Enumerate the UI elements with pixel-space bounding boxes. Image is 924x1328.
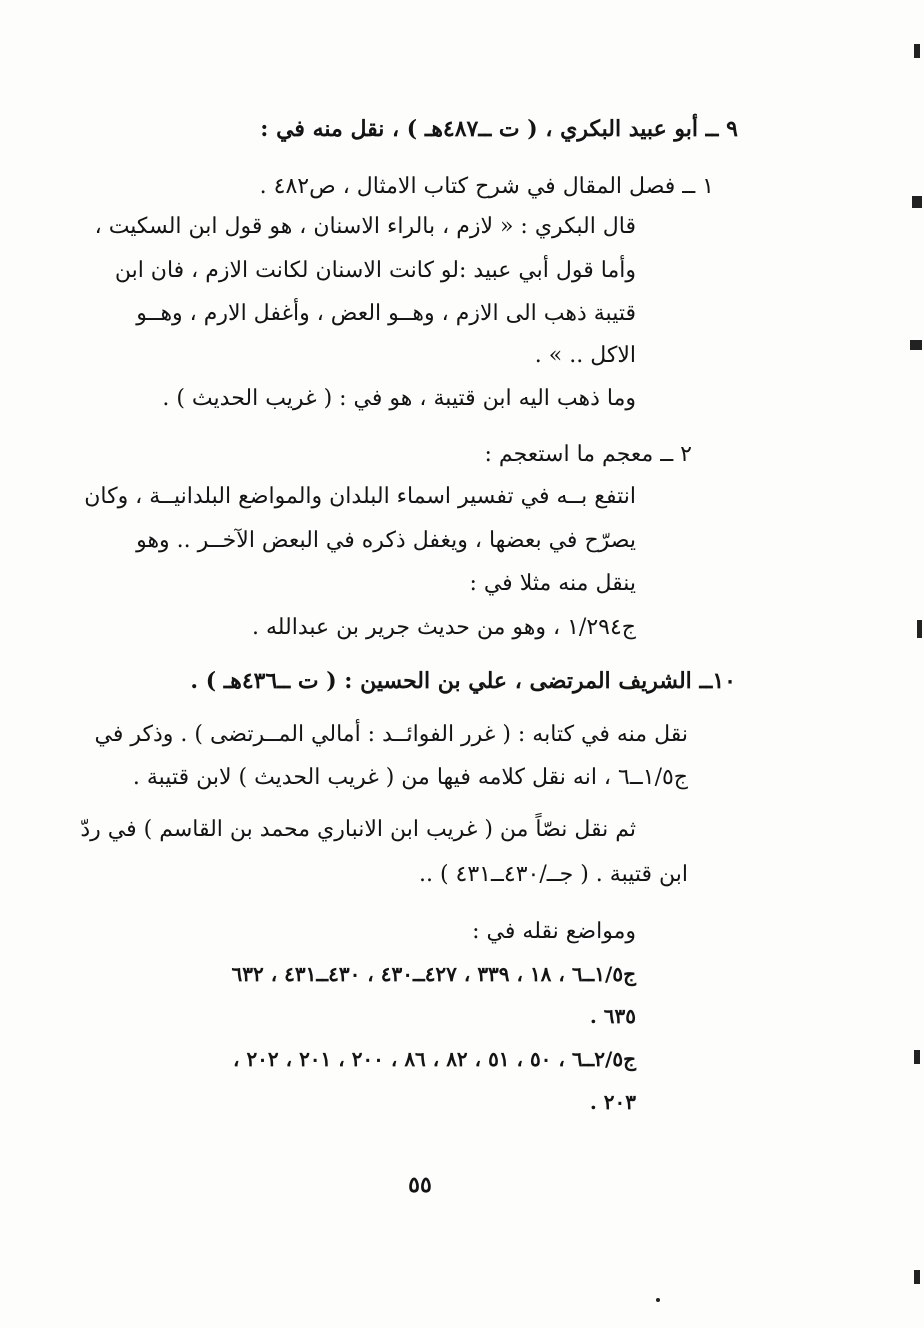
paragraph-6-line-3: ٦٣٥ . [589,1004,636,1028]
paragraph-3-line-4: ج١/٢٩٤ ، وهو من حديث جرير بن عبدالله . [251,615,636,640]
paragraph-6-line-4: ج٢/٥ــ٦ ، ٥٠ ، ٥١ ، ٨٢ ، ٨٦ ، ٢٠٠ ، ٢٠١ ، ٢٠٢ ، [233,1047,636,1071]
subsection-1-heading: ١ ــ فصل المقال في شرح كتاب الامثال ، ص٤٨٢ . [259,174,714,199]
paragraph-1-line-3: قتيبة ذهب الى الازم ، وهــو العض ، وأغفل الارم ، وهــو [136,301,636,326]
scan-mark [656,1298,660,1302]
paragraph-1-line-4: الاكل .. » . [534,343,636,368]
paragraph-5-line-2: ابن قتيبة . ( جــ/٤٣٠ــ٤٣١ ) .. [418,862,688,887]
paragraph-3-line-2: يصرّح في بعضها ، ويغفل ذكره في البعض الآخــر .. وهو [136,528,636,553]
scan-mark [914,1050,920,1064]
page-number: ٥٥ [408,1172,432,1198]
paragraph-1-line-2: وأما قول أبي عبيد :لو كانت الاسنان لكانت الازم ، فان ابن [114,258,636,283]
entry-10-heading: ١٠ــ الشريف المرتضى ، علي بن الحسين : ( ت ــ٤٣٦هـ ) . [190,668,736,694]
paragraph-5-line-1: ثم نقل نصّاً من ( غريب ابن الانباري محمد بن القاسم ) في ردّ [80,817,636,842]
scan-mark [914,1270,920,1284]
subsection-2-heading: ٢ ــ معجم ما استعجم : [484,442,692,467]
paragraph-4-line-2: ج١/٥ــ٦ ، انه نقل كلامه فيها من ( غريب الحديث ) لابن قتيبة . [132,765,688,790]
paragraph-4-line-1: نقل منه في كتابه : ( غرر الفوائــد : أمالي المــرتضى ) . وذكر في [94,722,688,747]
paragraph-1-line-1: قال البكري : « لازم ، بالراء الاسنان ، هو قول ابن السكيت ، [94,214,636,239]
entry-9-heading: ٩ ــ أبو عبيد البكري ، ( ت ــ٤٨٧هـ ) ، نقل منه في : [260,116,738,142]
paragraph-6-line-1: ومواضع نقله في : [472,919,636,944]
paragraph-6-line-5: ٢٠٣ . [589,1090,636,1114]
scan-mark [914,44,920,58]
paragraph-3-line-1: انتفع بــه في تفسير اسماء البلدان والمواضع البلدانيــة ، وكان [84,484,636,509]
paragraph-6-line-2: ج١/٥ــ٦ ، ١٨ ، ٣٣٩ ، ٤٢٧ــ٤٣٠ ، ٤٣٠ــ٤٣١ ، ٦٣٢ [231,962,636,986]
scan-mark [917,620,922,638]
scan-mark [910,340,922,350]
paragraph-2-line-1: وما ذهب اليه ابن قتيبة ، هو في : ( غريب الحديث ) . [162,386,636,411]
paragraph-3-line-3: ينقل منه مثلا في : [469,571,636,596]
scan-mark [912,196,922,208]
